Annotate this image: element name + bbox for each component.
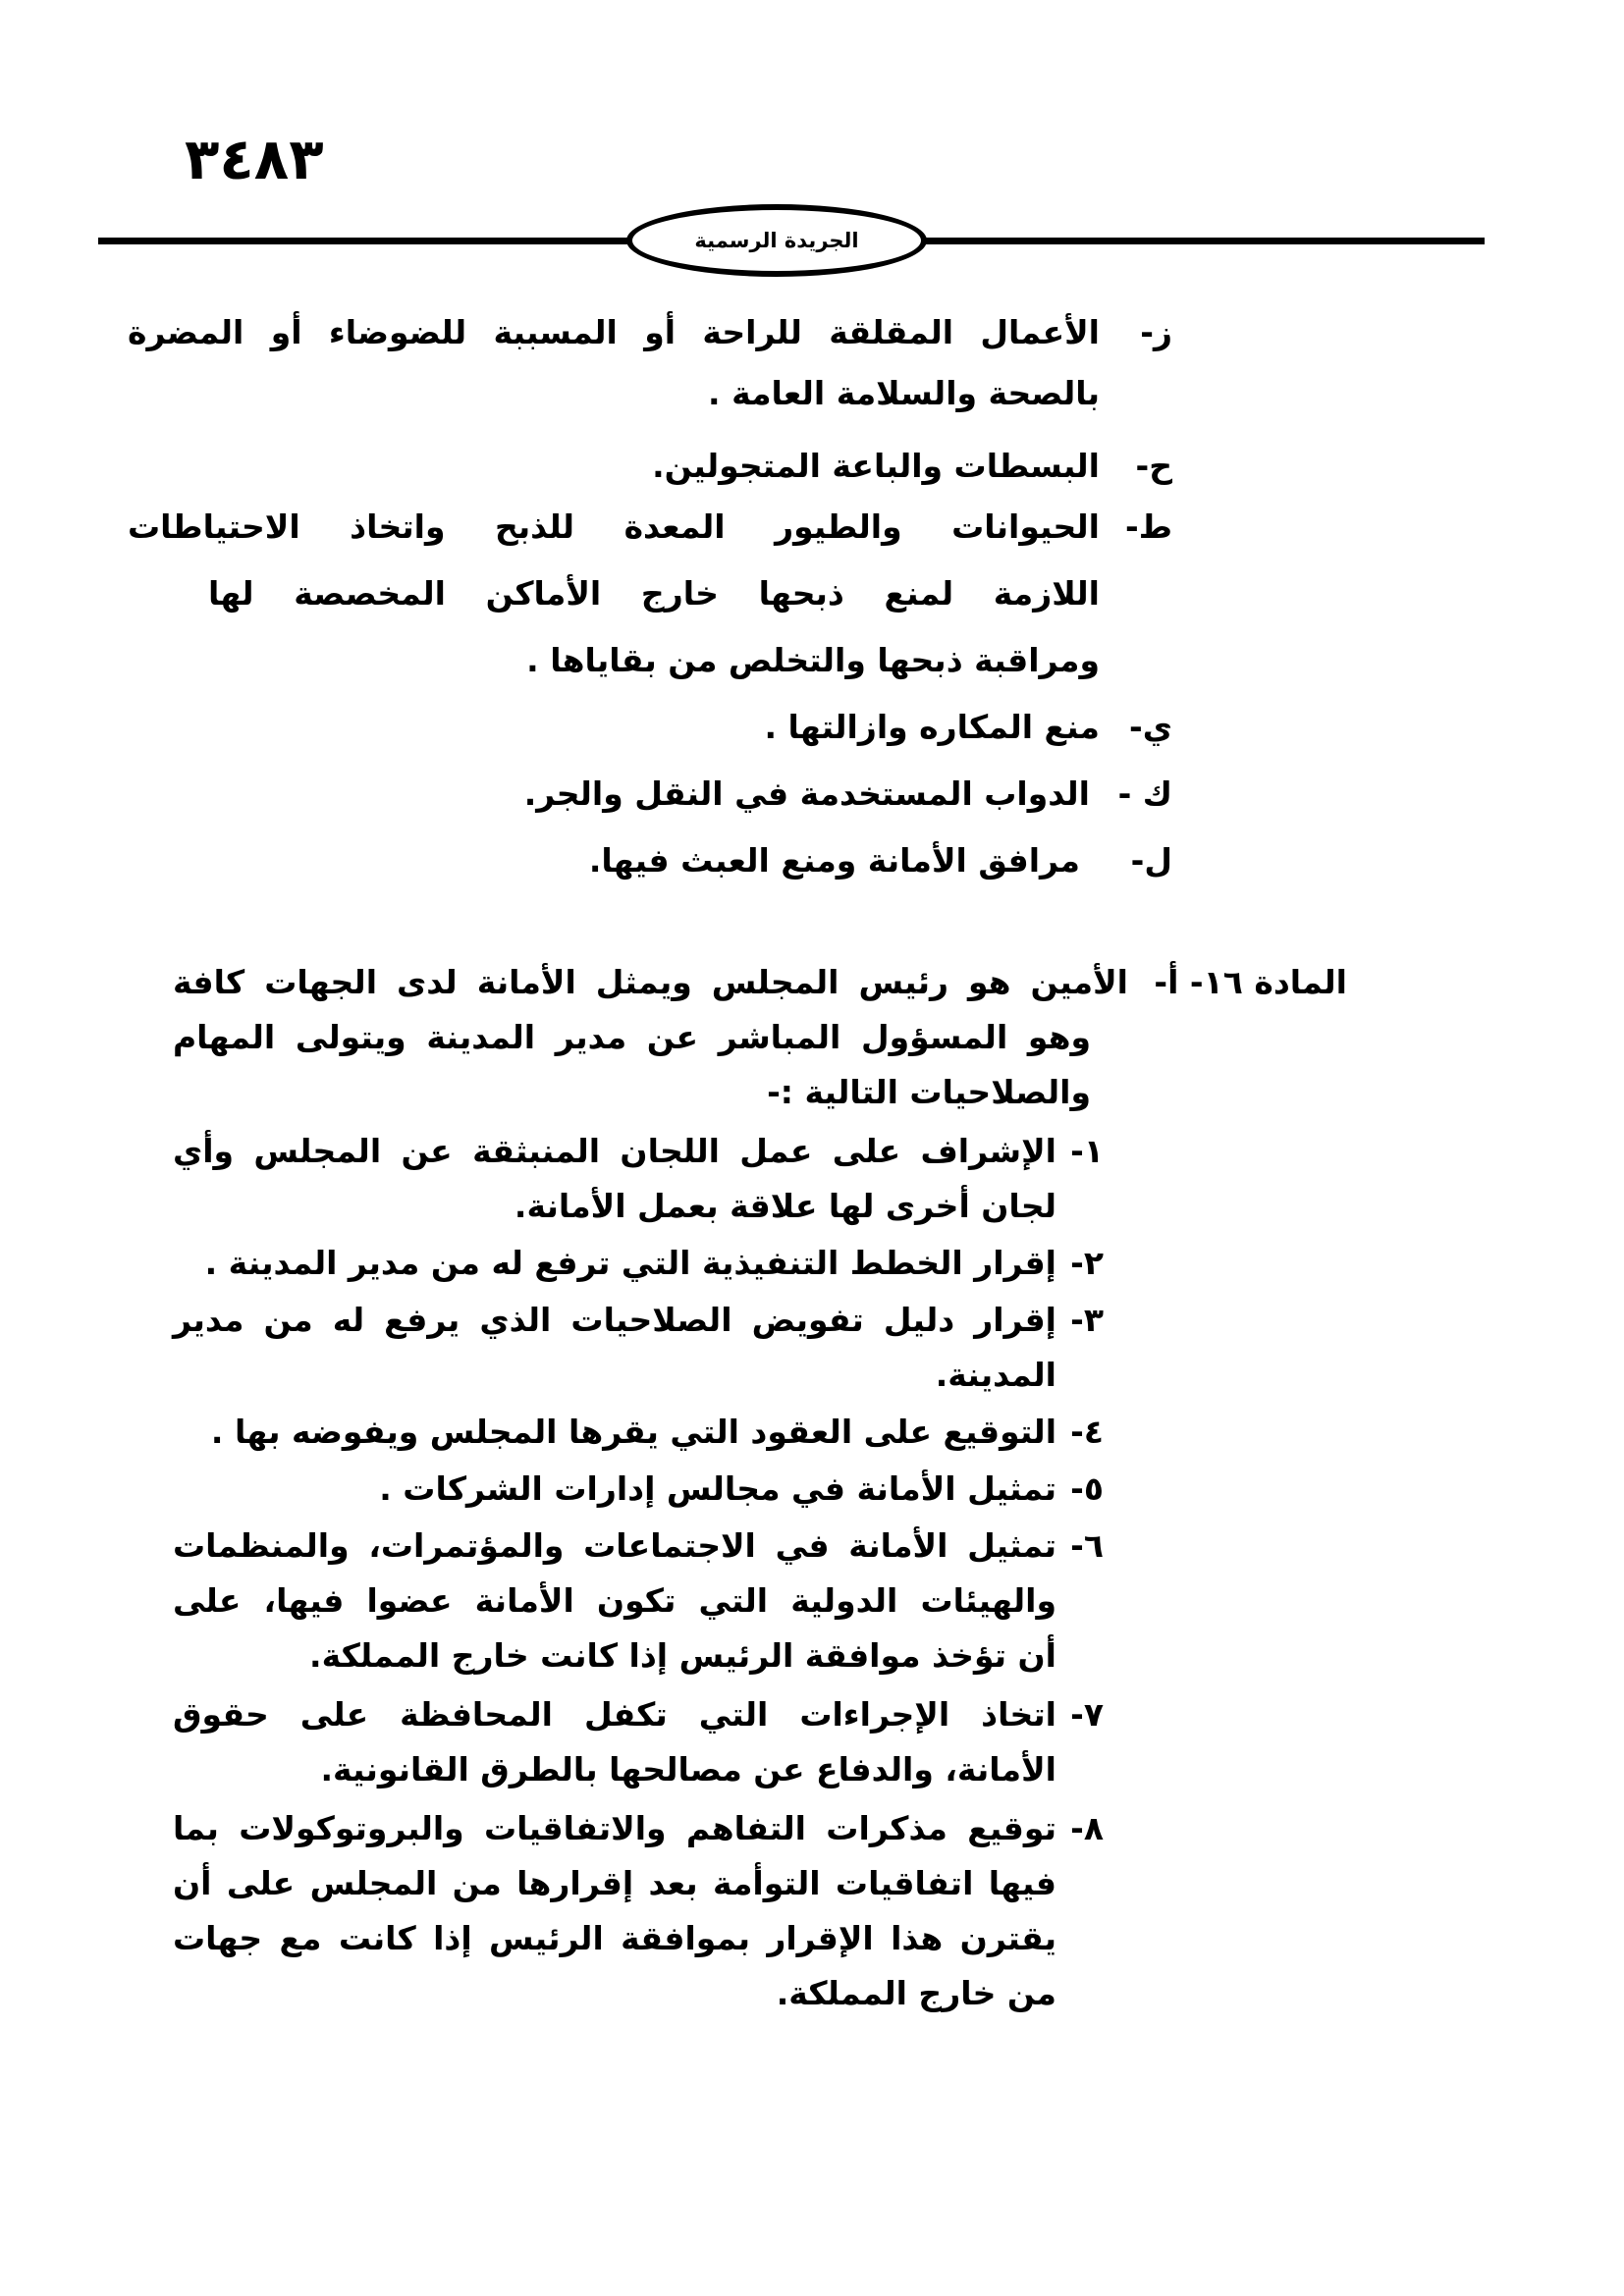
item-label-kaf: ك - (1117, 774, 1172, 813)
article-intro-line: والصلاحيات التالية :- (767, 1073, 1091, 1111)
article-intro-line: الأمين هو رئيس المجلس ويمثل الأمانة لدى الجهات كافة (173, 963, 1128, 1001)
article-item-line: والهيئات الدولية التي تكون الأمانة عضوا فيها، على (173, 1581, 1056, 1620)
article-item-line: الأمانة، والدفاع عن مصالحها بالطرق القانونية. (320, 1750, 1056, 1789)
item-text-line: بالصحة والسلامة العامة . (708, 374, 1100, 412)
item-label-ya: ي- (1129, 708, 1172, 746)
header-rule-right (925, 238, 1485, 244)
article-item-line: أن تؤخذ موافقة الرئيس إذا كانت خارج المملكة. (309, 1636, 1056, 1675)
article-item-label: ٤- (1070, 1413, 1104, 1451)
masthead-oval (626, 204, 927, 277)
article-item-line: لجان أخرى لها علاقة بعمل الأمانة. (514, 1187, 1056, 1225)
article-item-line: فيها اتفاقيات التوأمة بعد إقرارها من المجلس على أن (173, 1864, 1056, 1902)
item-text-line: الأعمال المقلقة للراحة أو المسببة للضوضاء أو المضرة (128, 313, 1100, 351)
article-label: المادة ١٦- أ- (1154, 963, 1347, 1001)
article-item-line: توقيع مذكرات التفاهم والاتفاقيات والبروتوكولات بما (173, 1809, 1056, 1847)
article-item-line: تمثيل الأمانة في الاجتماعات والمؤتمرات، والمنظمات (173, 1526, 1056, 1565)
article-item-line: يقترن هذا الإقرار بموافقة الرئيس إذا كانت مع جهات (173, 1919, 1056, 1957)
item-label-lam: ل- (1130, 841, 1172, 880)
article-item-line: اتخاذ الإجراءات التي تكفل المحافظة على حقوق (173, 1695, 1056, 1734)
article-item-label: ٣- (1070, 1301, 1104, 1339)
page-number: ٣٤٨٣ (185, 126, 324, 192)
article-item-line: الإشراف على عمل اللجان المنبثقة عن المجلس وأي (173, 1132, 1056, 1170)
item-text-line: ومراقبة ذبحها والتخلص من بقاياها . (526, 641, 1100, 679)
item-text-line: منع المكاره وازالتها . (764, 708, 1100, 746)
item-text-line: البسطات والباعة المتجولين. (652, 447, 1100, 485)
item-text-line: مرافق الأمانة ومنع العبث فيها. (588, 841, 1080, 880)
article-item-label: ٦- (1070, 1526, 1104, 1565)
article-item-line: إقرار الخطط التنفيذية التي ترفع له من مدير المدينة . (204, 1244, 1056, 1282)
item-text-line: اللازمة لمنع ذبحها خارج الأماكن المخصصة لها (208, 574, 1100, 613)
article-item-label: ٧- (1070, 1695, 1104, 1734)
item-label-ta: ط- (1125, 507, 1172, 546)
item-text-line: الدواب المستخدمة في النقل والجر. (523, 774, 1090, 813)
item-text-line: الحيوانات والطيور المعدة للذبح واتخاذ الاحتياطات (128, 507, 1100, 546)
article-item-label: ١- (1070, 1132, 1104, 1170)
masthead-title: الجريدة الرسمية (694, 229, 859, 252)
article-intro-line: وهو المسؤول المباشر عن مدير المدينة ويتولى المهام (173, 1018, 1091, 1056)
article-item-line: من خارج المملكة. (776, 1974, 1056, 2012)
article-item-label: ٨- (1070, 1809, 1104, 1847)
article-item-line: التوقيع على العقود التي يقرها المجلس ويفوضه بها . (210, 1413, 1056, 1451)
article-item-line: تمثيل الأمانة في مجالس إدارات الشركات . (379, 1469, 1056, 1508)
item-label-zay: ز- (1140, 313, 1172, 351)
header-rule-left (98, 238, 628, 244)
article-item-label: ٥- (1070, 1469, 1104, 1508)
item-label-ha: ح- (1135, 447, 1172, 485)
article-item-line: المدينة. (935, 1356, 1056, 1394)
article-item-line: إقرار دليل تفويض الصلاحيات الذي يرفع له من مدير (173, 1301, 1056, 1339)
article-item-label: ٢- (1070, 1244, 1104, 1282)
